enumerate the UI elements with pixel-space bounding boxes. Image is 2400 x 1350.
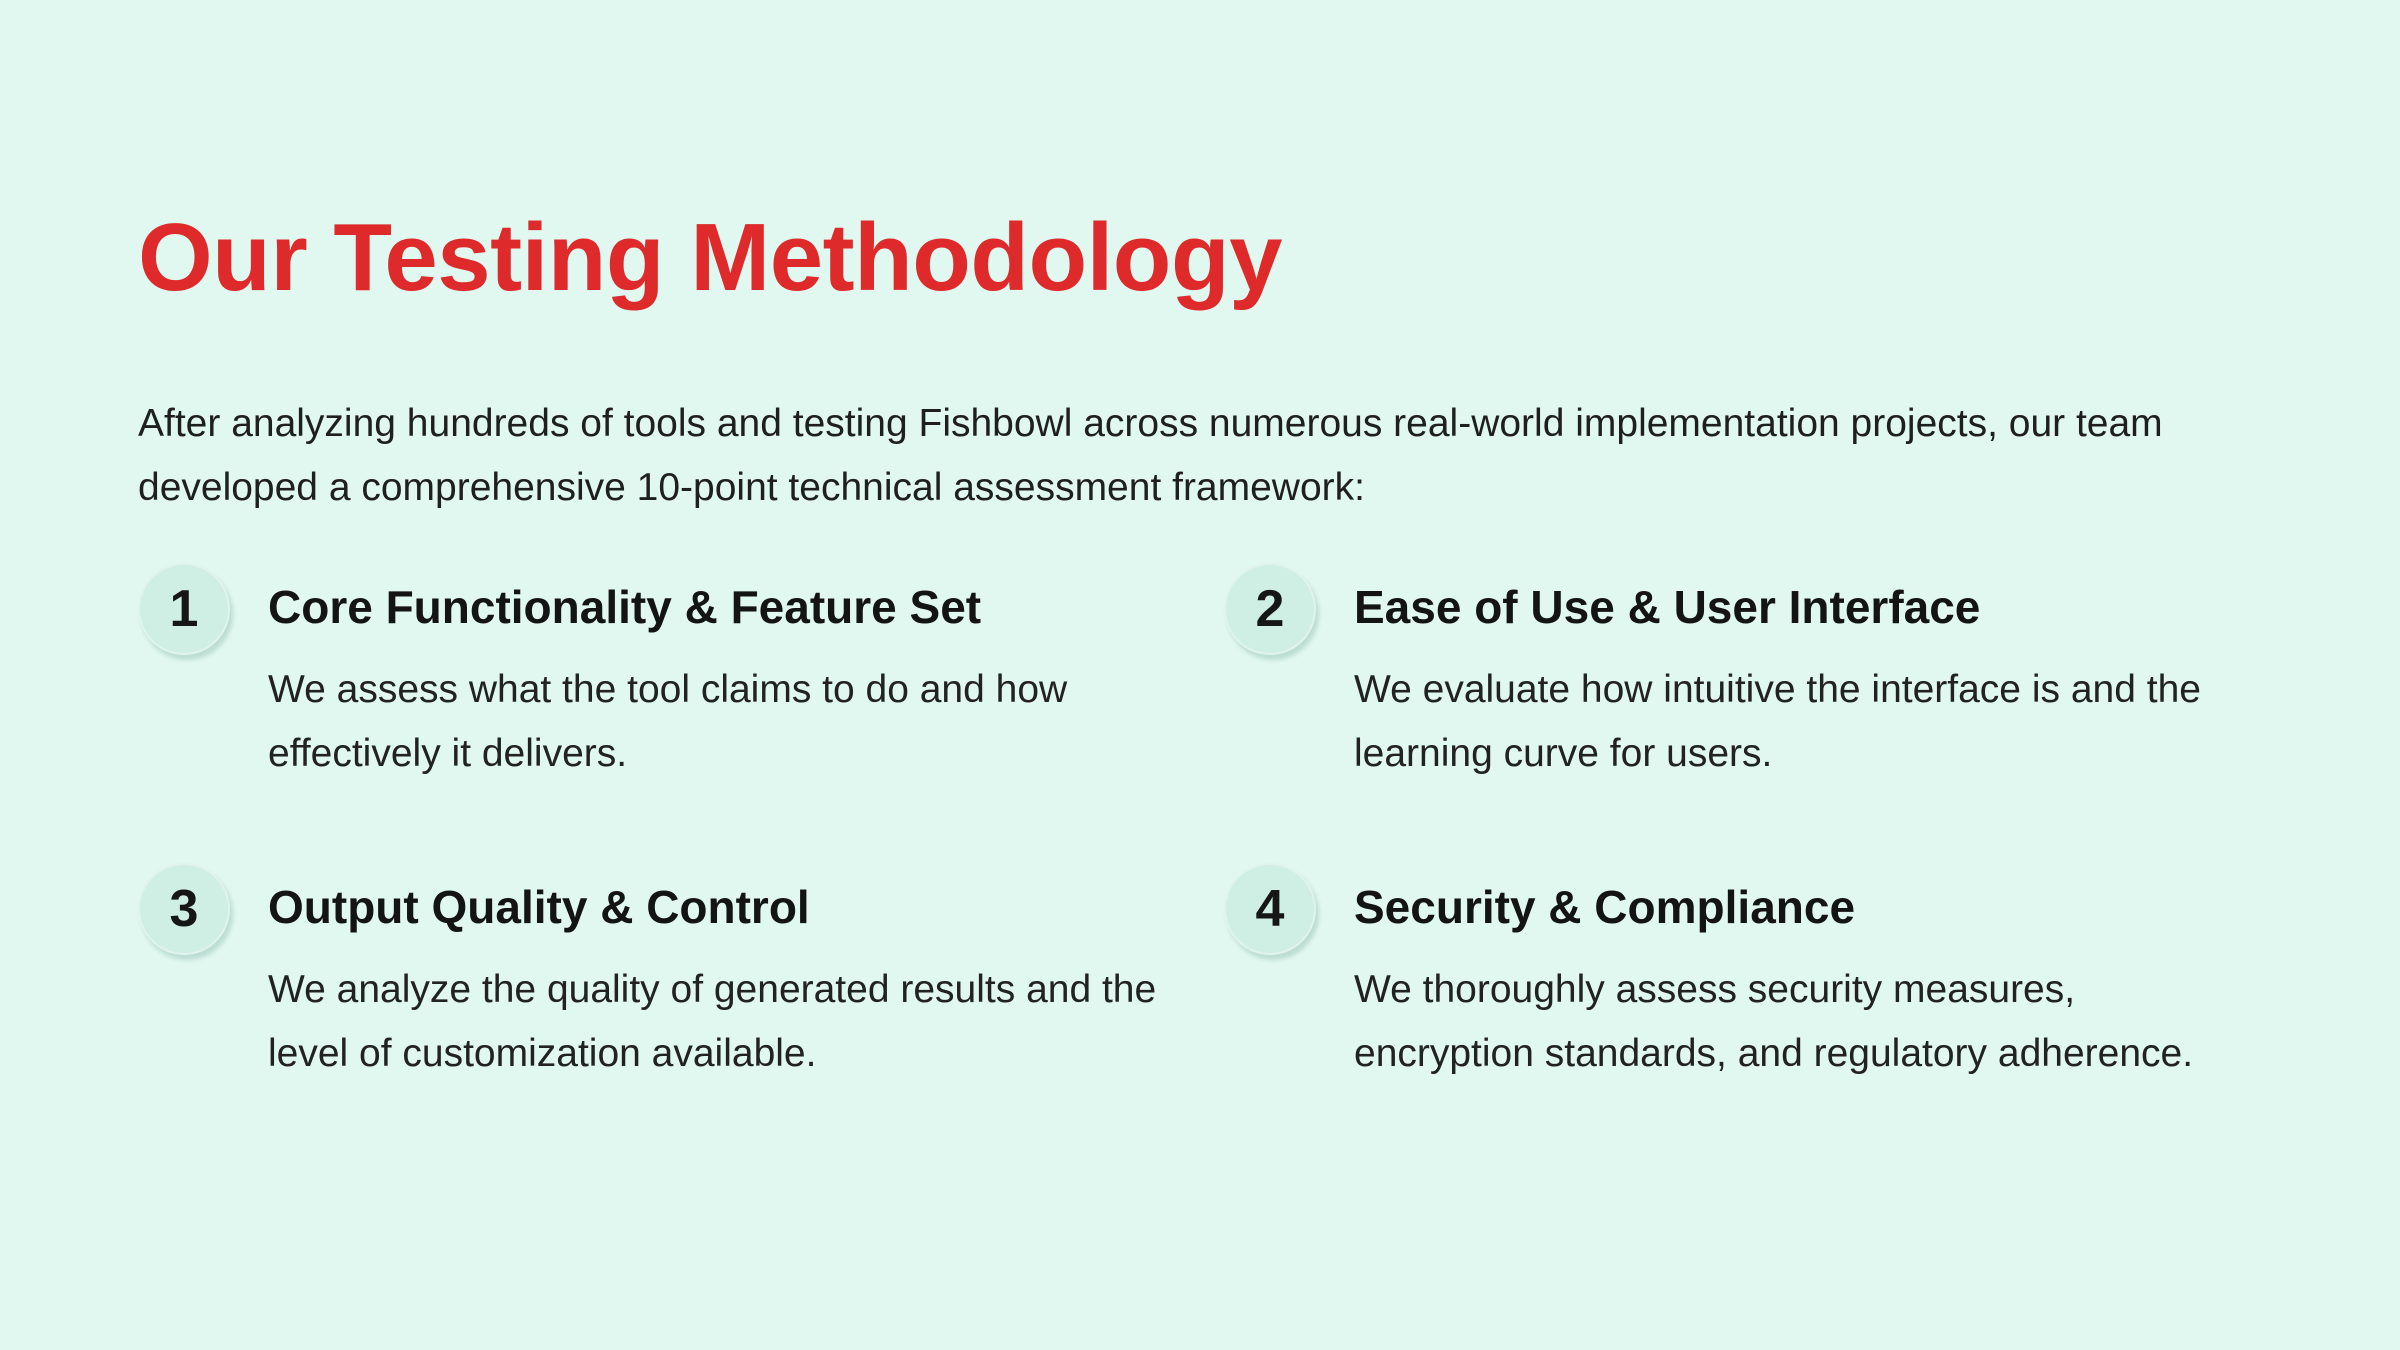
item-description: We thoroughly assess security measures, encryption standards, and regulatory adherence. bbox=[1354, 968, 2194, 1075]
item-description: We evaluate how intuitive the interface is and the learning curve for users. bbox=[1354, 668, 2201, 775]
item-description: We analyze the quality of generated results and the level of customization available. bbox=[268, 968, 1157, 1075]
number-badge: 3 bbox=[138, 863, 230, 955]
item-title: Output Quality & Control bbox=[268, 881, 810, 933]
item-description: We assess what the tool claims to do and how effectively it delivers. bbox=[268, 668, 1068, 775]
item-title: Core Functionality & Feature Set bbox=[268, 581, 982, 633]
number-badge: 1 bbox=[138, 563, 230, 655]
item-title: Ease of Use & User Interface bbox=[1354, 581, 1981, 633]
slide-title: Our Testing Methodology bbox=[138, 204, 1282, 311]
intro-paragraph: After analyzing hundreds of tools and testing Fishbowl across numerous real-world implementation projects, our team developed a comprehensive 10-point technical assessment framework: bbox=[138, 402, 2163, 509]
item-title: Security & Compliance bbox=[1354, 881, 1856, 933]
number-badge: 4 bbox=[1224, 863, 1316, 955]
number-badge: 2 bbox=[1224, 563, 1316, 655]
